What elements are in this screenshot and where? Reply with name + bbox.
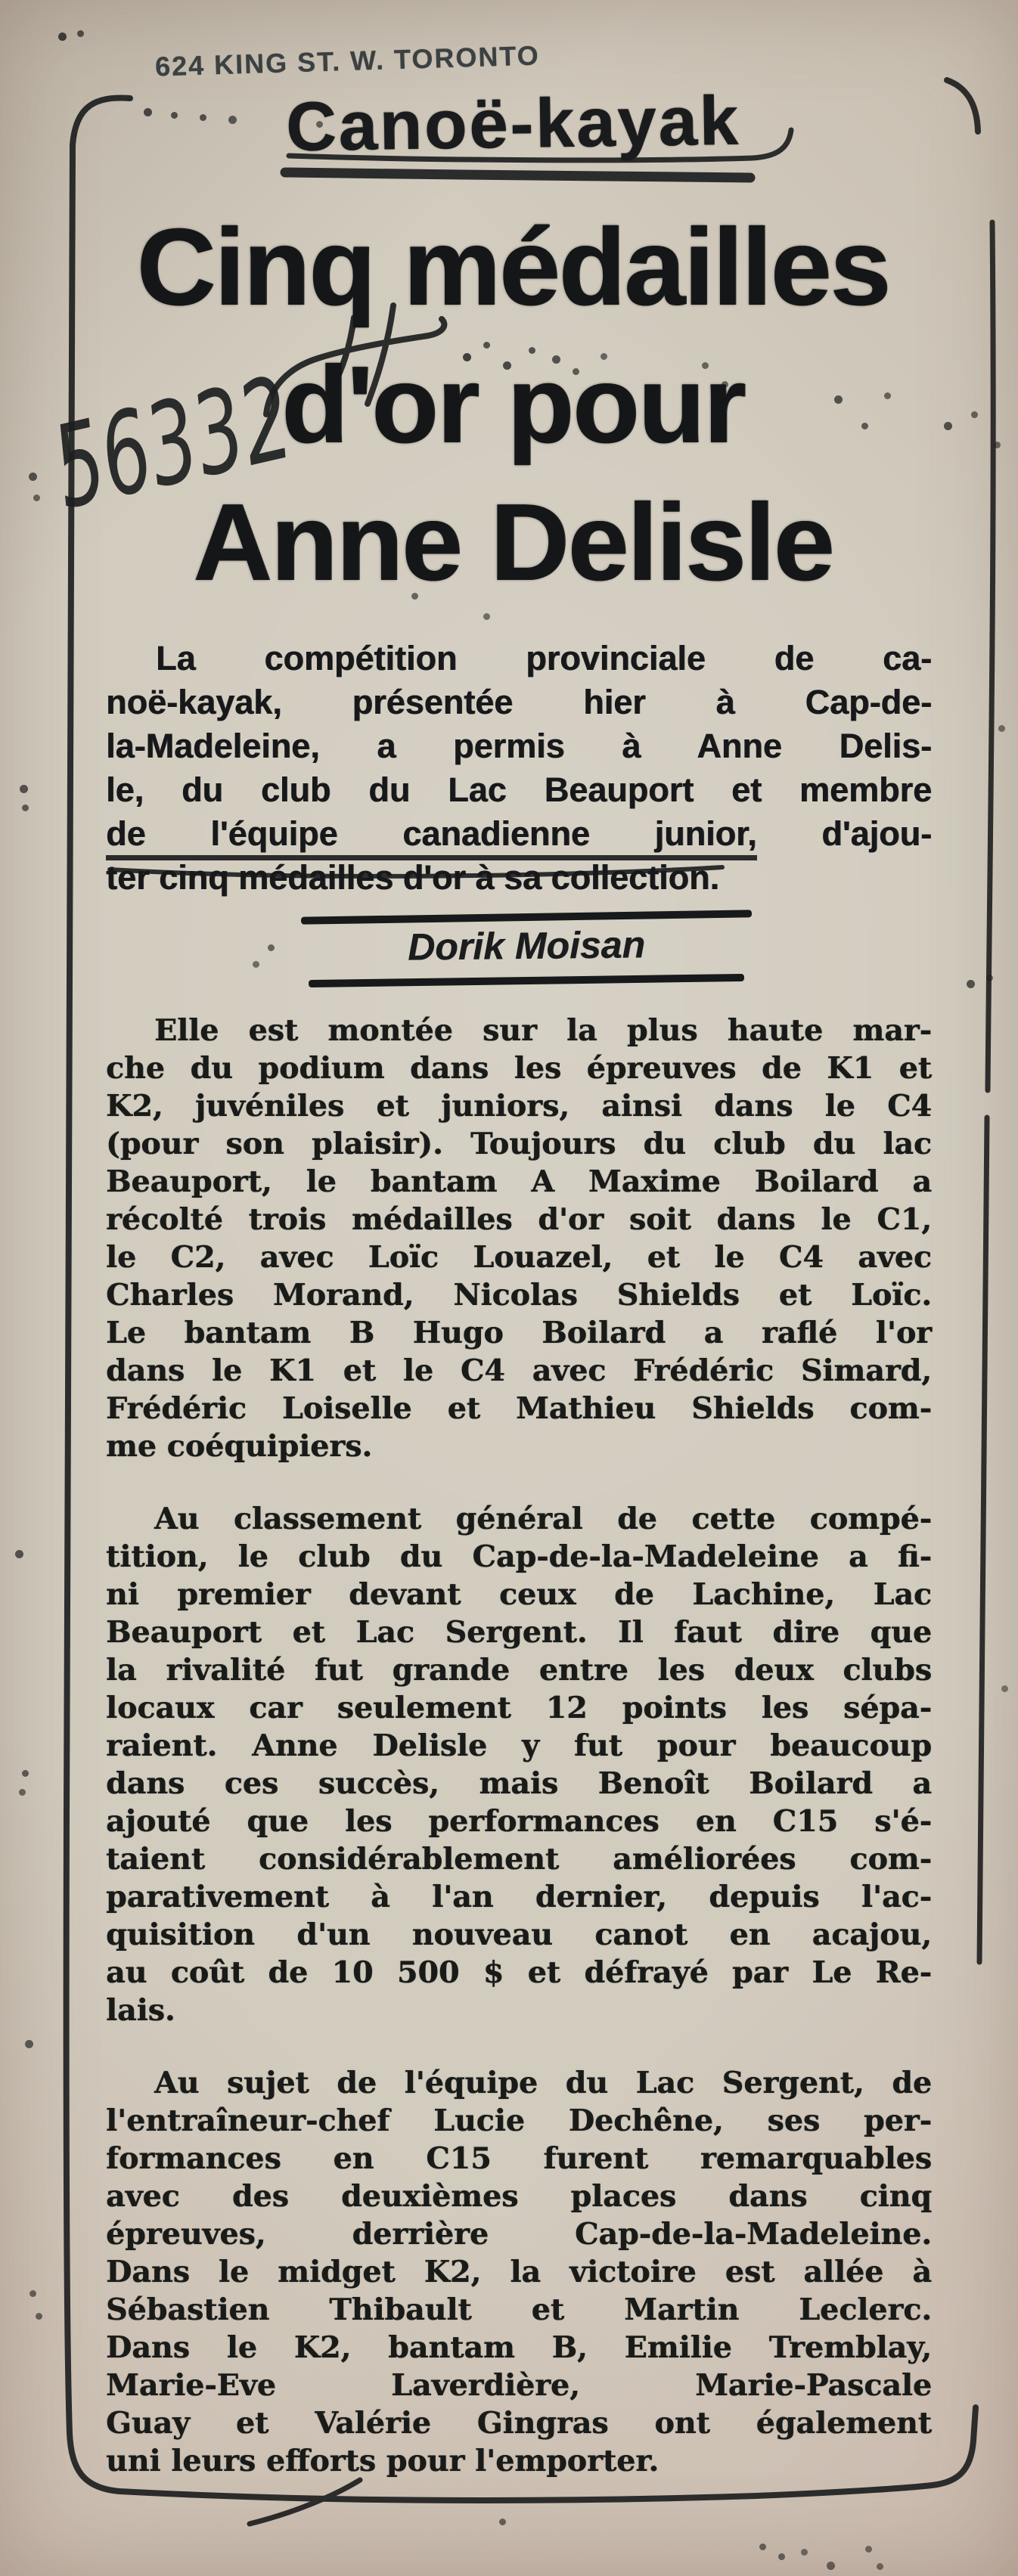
byline: Dorik Moisan	[407, 923, 646, 969]
headline-line-3: Anne Delisle	[192, 481, 833, 603]
ink-specks	[0, 0, 4, 4]
text-line: parativement à l'an dernier, depuis l'ac-	[106, 1880, 932, 1914]
text-line: Sébastien Thibault et Martin Leclerc.	[106, 2292, 932, 2327]
text-line: (pour son plaisir). Toujours du club du lac	[106, 1127, 932, 1161]
byline-rule-bottom	[309, 974, 744, 987]
underlined-phrase: de l'équipe canadienne junior,	[106, 814, 757, 860]
text-line: K2, juvéniles et juniors, ainsi dans le C4	[106, 1089, 932, 1124]
lead-paragraph	[106, 637, 932, 900]
text-line: Charles Morand, Nicolas Shields et Loïc.	[106, 1278, 932, 1313]
text-line: locaux car seulement 12 points les sépa-	[106, 1691, 932, 1725]
text-line: épreuves, derrière Cap-de-la-Madeleine.	[106, 2217, 932, 2252]
section-heading-bar	[285, 172, 750, 178]
clipping-frame-right-line	[979, 1118, 987, 1962]
text-line: ni premier devant ceux de Lachine, Lac	[106, 1577, 932, 1612]
text-line: la rivalité fut grande entre les deux clubs	[106, 1653, 932, 1688]
paragraph-2	[106, 1500, 932, 2029]
text-line: uni leurs efforts pour l'emporter.	[106, 2444, 660, 2478]
text-line: raient. Anne Delisle y fut pour beaucoup	[106, 1728, 932, 1763]
headline	[91, 198, 935, 611]
text-line: formances en C15 furent remarquables	[106, 2141, 932, 2176]
text-line: la-Madeleine, a permis à Anne Delis-	[106, 727, 932, 765]
paragraph-1	[106, 1012, 932, 1465]
text-line: Elle est montée sur la plus haute mar-	[154, 1013, 932, 1048]
handwritten-number: 56332	[41, 352, 303, 535]
headline-line-2: d'or pour	[281, 343, 745, 466]
lead-lines	[106, 637, 932, 812]
frame-top-right-tick	[947, 80, 978, 132]
text-line: Dans le K2, bantam B, Emilie Tremblay,	[106, 2330, 932, 2365]
text-line: Marie-Eve Laverdière, Marie-Pascale	[106, 2368, 932, 2403]
section-heading: Canoë-kayak	[285, 82, 741, 166]
paragraph-3	[106, 2064, 932, 2480]
text-line: dans le K1 et le C4 avec Frédéric Simard,	[106, 1353, 932, 1388]
text-line: l'entraîneur-chef Lucie Dechêne, ses per-	[106, 2103, 932, 2138]
text-line: che du podium dans les épreuves de K1 et	[106, 1051, 932, 1086]
text-line: taient considérablement améliorées com-	[106, 1842, 932, 1877]
text-line: Guay et Valérie Gingras ont également	[106, 2406, 932, 2441]
text-line: Au sujet de l'équipe du Lac Sergent, de	[154, 2066, 932, 2100]
lead-last-line: ter cinq médailles d'or à sa collection.	[106, 858, 719, 897]
text-line: Frédéric Loiselle et Mathieu Shields com-	[106, 1391, 932, 1426]
text-line: me coéquipiers.	[106, 1429, 373, 1464]
text-line: avec des deuxièmes places dans cinq	[106, 2179, 932, 2214]
article-body	[106, 1012, 932, 2515]
text-line: le C2, avec Loïc Louazel, et le C4 avec	[106, 1240, 932, 1275]
text-line: lais.	[106, 1993, 175, 2028]
text-line: Dans le midget K2, la victoire est allée à	[106, 2255, 932, 2289]
text-line: quisition d'un nouveau canot en acajou,	[106, 1917, 932, 1952]
headline-line-1: Cinq médailles	[136, 206, 889, 328]
text-line: Beauport et Lac Sergent. Il faut dire que	[106, 1615, 932, 1650]
text-line: Au classement général de cette compé-	[154, 1502, 932, 1536]
text-line: La compétition provinciale de ca-	[156, 639, 932, 677]
text-line: Le bantam B Hugo Boilard a raflé l'or	[106, 1316, 932, 1350]
text-line: noë-kayak, présentée hier à Cap-de-	[106, 683, 932, 721]
text-line: au coût de 10 500 $ et défrayé par Le Re-	[106, 1955, 932, 1990]
lead-underlined-line	[106, 812, 932, 856]
address-line: 624 KING ST. W. TORONTO	[154, 39, 541, 82]
text-line: ajouté que les performances en C15 s'é-	[106, 1804, 932, 1839]
text-line: dans ces succès, mais Benoît Boilard a	[106, 1766, 932, 1801]
text-line: le, du club du Lac Beauport et membre	[106, 770, 932, 809]
text-line: Beauport, le bantam A Maxime Boilard a	[106, 1164, 932, 1199]
lead-line-rest: d'ajou-	[756, 814, 932, 853]
text-line: tition, le club du Cap-de-la-Madeleine a fi-	[106, 1539, 932, 1574]
text-line: récolté trois médailles d'or soit dans le C1,	[106, 1202, 932, 1237]
clipping-frame-right-line	[988, 222, 993, 1090]
